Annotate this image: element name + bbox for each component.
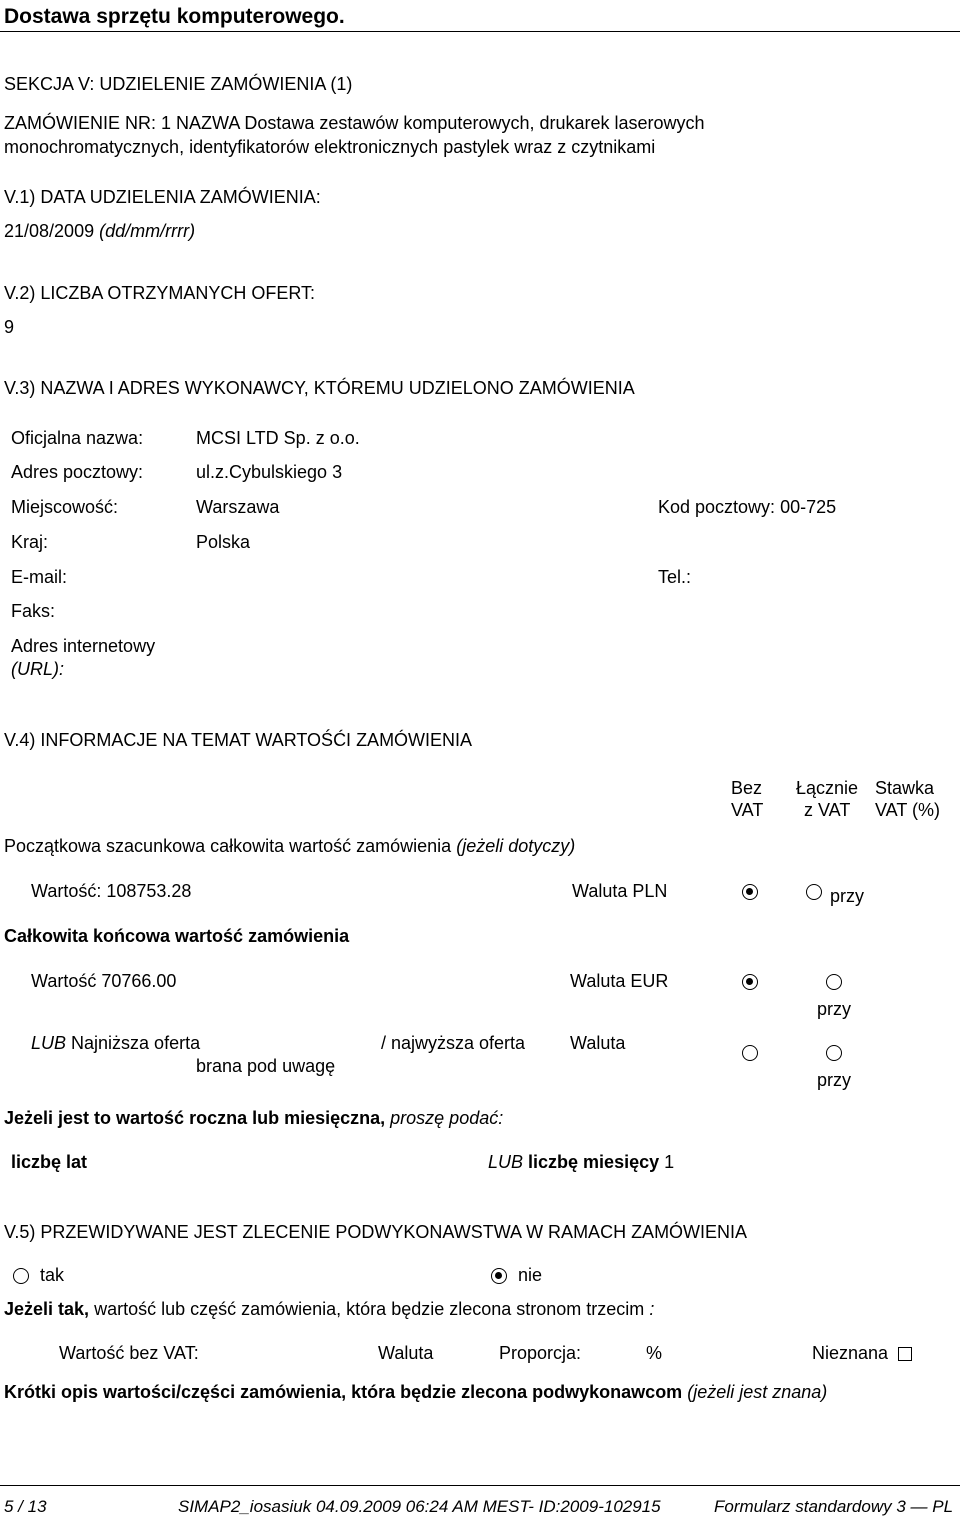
v4-heading: V.4) INFORMACJE NA TEMAT WARTOŚĆI ZAMÓWIENIA	[4, 730, 473, 750]
annual-italic: proszę podać:	[390, 1108, 504, 1128]
address-value: ul.z.Cybulskiego 3	[196, 462, 343, 482]
award-date-value: 21/08/2009	[4, 221, 95, 241]
order-line-1: ZAMÓWIENIE NR: 1 NAZWA Dostawa zestawów komputerowych, drukarek laserowych	[4, 113, 705, 133]
months-label: liczbę miesięcy	[528, 1152, 660, 1172]
short-desc-italic: (jeżeli jest znana)	[687, 1382, 828, 1402]
v2-heading: V.2) LICZBA OTRZYMANYCH OFERT:	[4, 283, 316, 303]
initial-value-note: (jeżeli dotyczy)	[456, 836, 576, 856]
final-przy: przy	[817, 999, 852, 1019]
highest-offer-label: / najwyższa oferta	[381, 1033, 526, 1053]
email-label: E-mail:	[11, 567, 68, 587]
unknown-checkbox[interactable]	[898, 1347, 912, 1361]
months-lub: LUB	[488, 1152, 524, 1172]
short-desc	[4, 1382, 827, 1404]
v1-heading: V.1) DATA UDZIELENIA ZAMÓWIENIA:	[4, 187, 321, 207]
date-format: (dd/mm/rrrr)	[99, 221, 196, 241]
final-value-heading: Całkowita końcowa wartość zamówienia	[4, 926, 350, 946]
subcontract-no-label: nie	[518, 1265, 543, 1285]
page-title: Dostawa sprzętu komputerowego.	[4, 5, 345, 28]
city-label: Miejscowość:	[11, 497, 119, 517]
subcontract-no-radio[interactable]	[491, 1268, 507, 1284]
final-currency: Waluta EUR	[570, 971, 669, 991]
percent-label: %	[646, 1343, 663, 1363]
unknown-label: Nieznana	[812, 1343, 889, 1363]
v5-heading: V.5) PRZEWIDYWANE JEST ZLECENIE PODWYKONAWSTWA W RAMACH ZAMÓWIENIA	[4, 1222, 748, 1242]
col-bez-vat-1: Bez	[731, 778, 763, 798]
proportion-label: Proporcja:	[499, 1343, 582, 1363]
if-yes-bold: Jeżeli tak,	[4, 1299, 90, 1319]
document-id: SIMAP2_iosasiuk 04.09.2009 06:24 AM MEST- ID:2009-102915	[178, 1497, 661, 1516]
col-lacznie-1: Łącznie	[796, 778, 859, 798]
col-bez-vat-2: VAT	[731, 800, 764, 820]
order-line-2: monochromatycznych, identyfikatorów elektronicznych pastylek wraz z czytnikami	[4, 137, 656, 157]
final-lacznie-radio[interactable]	[826, 974, 842, 990]
official-name-label: Oficjalna nazwa:	[11, 428, 144, 448]
range-lacznie-radio[interactable]	[826, 1045, 842, 1061]
tel-label: Tel.:	[658, 567, 692, 587]
final-value: Wartość 70766.00	[31, 971, 177, 991]
award-date	[4, 221, 195, 243]
header-rule	[0, 31, 960, 32]
initial-value-heading	[4, 836, 575, 858]
lub-label: LUB	[31, 1033, 67, 1053]
value-net-label: Wartość bez VAT:	[59, 1343, 199, 1363]
considered-label: brana pod uwagę	[196, 1056, 336, 1076]
months-field	[488, 1152, 674, 1174]
form-name: Formularz standardowy 3 — PL	[714, 1497, 954, 1516]
country-label: Kraj:	[11, 532, 49, 552]
address-label: Adres pocztowy:	[11, 462, 144, 482]
initial-currency: Waluta PLN	[572, 881, 668, 901]
official-name-value: MCSI LTD Sp. z o.o.	[196, 428, 360, 448]
page-number: 5 / 13	[4, 1497, 47, 1516]
years-label: liczbę lat	[11, 1152, 88, 1172]
initial-bez-vat-radio[interactable]	[742, 884, 758, 900]
range-przy: przy	[817, 1070, 852, 1090]
lowest-offer-label	[31, 1033, 200, 1055]
if-yes-text	[4, 1299, 654, 1321]
range-currency: Waluta	[570, 1033, 626, 1053]
postal-label: Kod pocztowy:	[658, 497, 776, 517]
postal-code	[658, 497, 836, 519]
annual-monthly-prompt	[4, 1108, 503, 1130]
range-bez-vat-radio[interactable]	[742, 1045, 758, 1061]
col-stawka-1: Stawka	[875, 778, 935, 798]
initial-przy: przy	[830, 886, 865, 906]
initial-value: Wartość: 108753.28	[31, 881, 192, 901]
subcontract-yes-label: tak	[40, 1265, 65, 1285]
annual-bold: Jeżeli jest to wartość roczna lub miesięczna,	[4, 1108, 386, 1128]
section-heading: SEKCJA V: UDZIELENIE ZAMÓWIENIA (1)	[4, 74, 353, 94]
lowest-offer-text: Najniższa oferta	[71, 1033, 201, 1053]
initial-value-label: Początkowa szacunkowa całkowita wartość zamówienia	[4, 836, 452, 856]
url-label-line2: (URL):	[11, 659, 64, 679]
url-label-line1: Adres internetowy	[11, 636, 156, 656]
footer-rule	[0, 1485, 960, 1486]
final-bez-vat-radio[interactable]	[742, 974, 758, 990]
if-yes-colon: :	[649, 1299, 655, 1319]
initial-lacznie-radio[interactable]	[806, 884, 822, 900]
city-value: Warszawa	[196, 497, 280, 517]
offers-count: 9	[4, 317, 15, 337]
col-stawka-2: VAT (%)	[875, 800, 941, 820]
fax-label: Faks:	[11, 601, 56, 621]
country-value: Polska	[196, 532, 251, 552]
if-yes-body: wartość lub część zamówienia, która będzie zlecona stronom trzecim	[94, 1299, 645, 1319]
col-lacznie-2: z VAT	[804, 800, 851, 820]
months-value: 1	[664, 1152, 675, 1172]
postal-value: 00-725	[780, 497, 837, 517]
short-desc-bold: Krótki opis wartości/części zamówienia, która będzie zlecona podwykonawcom	[4, 1382, 683, 1402]
v3-heading: V.3) NAZWA I ADRES WYKONAWCY, KTÓREMU UDZIELONO ZAMÓWIENIA	[4, 378, 635, 398]
subcontract-yes-radio[interactable]	[13, 1268, 29, 1284]
sub-currency-label: Waluta	[378, 1343, 434, 1363]
